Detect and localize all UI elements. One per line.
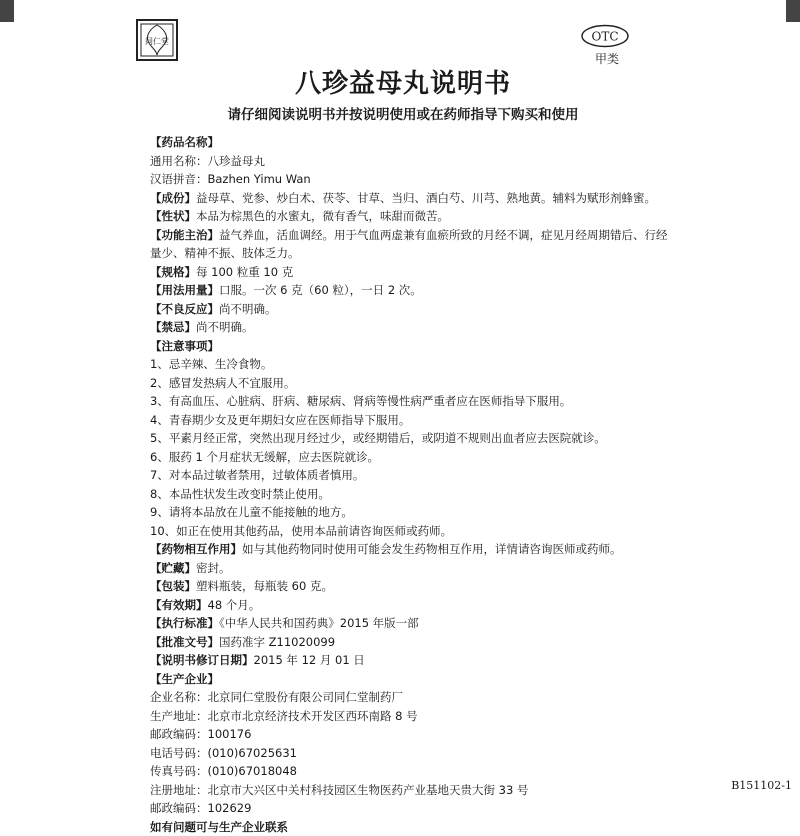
validity-label: 【有效期】 <box>150 598 208 612</box>
footer-note: 如有问题可与生产企业联系 <box>150 818 670 836</box>
interaction-text: 如与其他药物同时使用可能会发生药物相互作用，详情请咨询医师或药师。 <box>242 542 622 556</box>
print-code: B151102-1 <box>731 779 792 792</box>
interaction-label: 【药物相互作用】 <box>150 542 242 556</box>
validity-text: 48 个月。 <box>208 598 261 612</box>
maker-info-row: 电话号码：(010)67025631 <box>150 744 670 763</box>
standard-row <box>150 614 670 633</box>
revised-text: 2015 年 12 月 01 日 <box>254 653 365 667</box>
validity-row <box>150 596 670 615</box>
note-item: 5、平素月经正常，突然出现月经过少，或经期错后，或阴道不规则出血者应去医院就诊。 <box>150 429 670 448</box>
revised-row <box>150 651 670 670</box>
contra-text: 尚不明确。 <box>196 320 254 334</box>
note-item: 8、本品性状发生改变时禁止使用。 <box>150 485 670 504</box>
tongrentang-logo <box>136 19 178 61</box>
storage-row <box>150 559 670 578</box>
note-item: 1、忌辛辣、生冷食物。 <box>150 355 670 374</box>
usage-row <box>150 281 670 300</box>
interaction-row <box>150 540 670 559</box>
standard-label: 【执行标准】 <box>150 616 219 630</box>
section-name-header: 【药品名称】 <box>150 133 670 152</box>
note-item: 4、青春期少女及更年期妇女应在医师指导下服用。 <box>150 411 670 430</box>
package-row <box>150 577 670 596</box>
note-item: 2、感冒发热病人不宜服用。 <box>150 374 670 393</box>
spec-text: 每 100 粒重 10 克 <box>196 265 293 279</box>
storage-label: 【贮藏】 <box>150 561 196 575</box>
standard-text: 《中华人民共和国药典》2015 年版一部 <box>219 616 419 630</box>
character-label: 【性状】 <box>150 209 196 223</box>
svg-text:同仁堂: 同仁堂 <box>145 36 169 46</box>
contra-row <box>150 318 670 337</box>
maker-label: 【生产企业】 <box>150 670 670 689</box>
function-row <box>150 226 670 263</box>
function-label: 【功能主治】 <box>150 228 219 242</box>
ingredients-text: 益母草、党参、炒白术、茯苓、甘草、当归、酒白芍、川芎、熟地黄。辅料为赋形剂蜂蜜。 <box>196 191 656 205</box>
svg-text:OTC: OTC <box>591 30 618 44</box>
maker-info-row: 邮政编码：100176 <box>150 725 670 744</box>
note-item: 10、如正在使用其他药品，使用本品前请咨询医师或药师。 <box>150 522 670 541</box>
adverse-text: 尚不明确。 <box>219 302 277 316</box>
note-item: 9、请将本品放在儿童不能接触的地方。 <box>150 503 670 522</box>
maker-info-row: 生产地址：北京市北京经济技术开发区西环南路 8 号 <box>150 707 670 726</box>
page-title: 八珍益母丸说明书 <box>124 63 682 100</box>
otc-class-label: 甲类 <box>587 50 627 67</box>
character-row <box>150 207 670 226</box>
note-item: 3、有高血压、心脏病、肝病、糖尿病、肾病等慢性病严重者应在医师指导下服用。 <box>150 392 670 411</box>
maker-info-row: 企业名称：北京同仁堂股份有限公司同仁堂制药厂 <box>150 688 670 707</box>
scan-edge-left <box>0 0 14 22</box>
approval-row <box>150 633 670 652</box>
scan-edge-right <box>786 0 800 22</box>
page-subtitle: 请仔细阅读说明书并按说明使用或在药师指导下购买和使用 <box>124 103 682 123</box>
spec-row <box>150 263 670 282</box>
approval-text: 国药准字 Z11020099 <box>219 635 335 649</box>
maker-info-row: 传真号码：(010)67018048 <box>150 762 670 781</box>
note-item: 7、对本品过敏者禁用，过敏体质者慎用。 <box>150 466 670 485</box>
ingredients-label: 【成份】 <box>150 191 196 205</box>
contra-label: 【禁忌】 <box>150 320 196 334</box>
character-text: 本品为棕黑色的水蜜丸，微有香气，味甜而微苦。 <box>196 209 449 223</box>
leaflet-body <box>150 133 670 836</box>
maker-info-row: 邮政编码：102629 <box>150 799 670 818</box>
approval-label: 【批准文号】 <box>150 635 219 649</box>
usage-label: 【用法用量】 <box>150 283 219 297</box>
leaflet-page <box>124 10 682 788</box>
spec-label: 【规格】 <box>150 265 196 279</box>
ingredients-row <box>150 189 670 208</box>
note-item: 6、服药 1 个月症状无缓解，应去医院就诊。 <box>150 448 670 467</box>
common-name: 通用名称：八珍益母丸 <box>150 152 670 171</box>
usage-text: 口服。一次 6 克（60 粒），一日 2 次。 <box>219 283 422 297</box>
function-text: 益气养血，活血调经。用于气血两虚兼有血瘀所致的月经不调，症见月经周期错后、行经量少、精神不振、肢体乏力。 <box>150 228 668 261</box>
maker-info-row: 注册地址：北京市大兴区中关村科技园区生物医药产业基地天贵大街 33 号 <box>150 781 670 800</box>
notes-label: 【注意事项】 <box>150 337 670 356</box>
package-text: 塑料瓶装，每瓶装 60 克。 <box>196 579 333 593</box>
adverse-row <box>150 300 670 319</box>
storage-text: 密封。 <box>196 561 231 575</box>
pinyin-name: 汉语拼音：Bazhen Yimu Wan <box>150 170 670 189</box>
revised-label: 【说明书修订日期】 <box>150 653 254 667</box>
package-label: 【包装】 <box>150 579 196 593</box>
adverse-label: 【不良反应】 <box>150 302 219 316</box>
otc-badge <box>580 24 630 48</box>
